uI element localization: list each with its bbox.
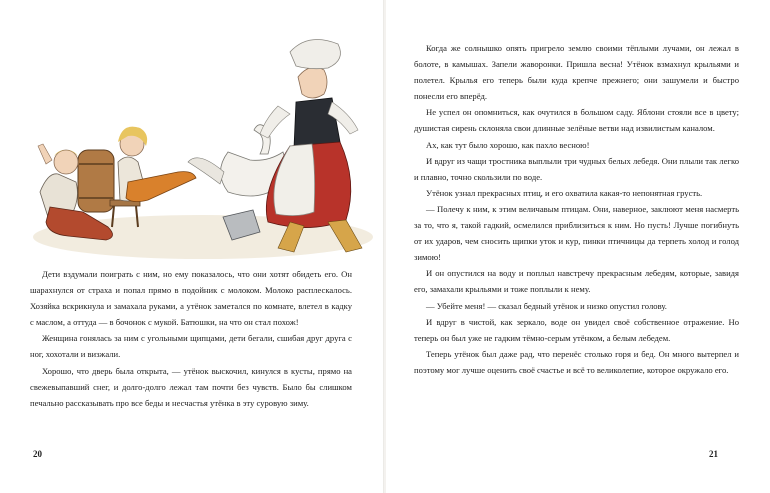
right-page-text xyxy=(414,40,739,378)
paragraph: Ах, как тут было хорошо, как пахло весною! xyxy=(426,139,590,150)
paragraph: Утёнок узнал прекрасных птиц, и его охватила какая-то непонятная грусть. xyxy=(426,187,703,198)
paragraph: И он опустился на воду и поплыл навстречу прекрасным лебедям, которые, завидя его, замахали крыльями и тоже поплыли к нему. xyxy=(414,268,739,295)
paragraph: Женщина гонялась за ним с угольными щипцами, дети бегали, сшибая друг друга с ног, хохотали и визжали. xyxy=(30,333,352,360)
paragraph: — Убейте меня! — сказал бедный утёнок и низко опустил голову. xyxy=(426,300,667,311)
paragraph: Хорошо, что дверь была открыта, — утёнок выскочил, кинулся в кусты, прямо на свежевыпавший снег, и долго-долго лежал там почти без чувств. Было бы слишком печально рассказывать про все беды и несчастья утёнка в эту суровую зиму. xyxy=(30,365,352,408)
left-page-text xyxy=(30,266,352,411)
girl-figure xyxy=(110,127,196,227)
paragraph: Теперь утёнок был даже рад, что перенёс столько горя и бед. Он много вытерпел и поэтому мог лучше оценить своё счастье и всё то великолепие, которое окружало его. xyxy=(414,348,739,375)
page-number: 20 xyxy=(33,449,42,459)
paragraph: — Полечу к ним, к этим величавым птицам. Они, наверное, заклюют меня насмерть за то, что я, такой гадкий, осмелился приблизиться к ним. Но пусть! Лучше погибнуть от их ударов, чем сносить щипки уток и кур, пинки птичницы да терпеть холод и голод зимою! xyxy=(414,203,739,263)
paragraph: Не успел он опомниться, как очутился в большом саду. Яблони стояли все в цвету; душистая сирень склоняла свои длинные зелёные ветви над извилистым каналом. xyxy=(414,107,739,134)
paragraph: Когда же солнышко опять пригрело землю своими тёплыми лучами, он лежал в болоте, в камышах. Запели жаворонки. Пришла весна! Утёнок взмахнул крыльями и полетел. Крылья его теперь были куда крепче прежнего; они зашумели и быстро понесли его вперёд. xyxy=(414,43,739,102)
paragraph: И вдруг из чащи тростника выплыли три чудных белых лебедя. Они плыли так легко и плавно, точно скользили по воде. xyxy=(414,155,739,182)
barrel-icon xyxy=(78,150,114,212)
left-page xyxy=(0,0,384,493)
woman-figure xyxy=(260,40,362,253)
children-and-woman-chasing-duckling-illustration xyxy=(28,22,373,262)
paragraph: Дети вздумали поиграть с ним, но ему показалось, что они хотят обидеть его. Он шарахнулся от страха и попал прямо в подойник с молоком. Молоко расплескалось. Хозяйка вскрикнула и замахала руками, а утёнок заметался по комнате, влетел в кадку с маслом, а оттуда — в бочонок с мукой. Батюшки, на что он стал похож! xyxy=(30,269,352,328)
right-page xyxy=(386,0,770,493)
paragraph: И вдруг в чистой, как зеркало, воде он увидел своё собственное отражение. Но теперь он был уже не гадким тёмно-серым утёнком, а белым лебедем. xyxy=(414,316,739,343)
page-number: 21 xyxy=(709,449,718,459)
